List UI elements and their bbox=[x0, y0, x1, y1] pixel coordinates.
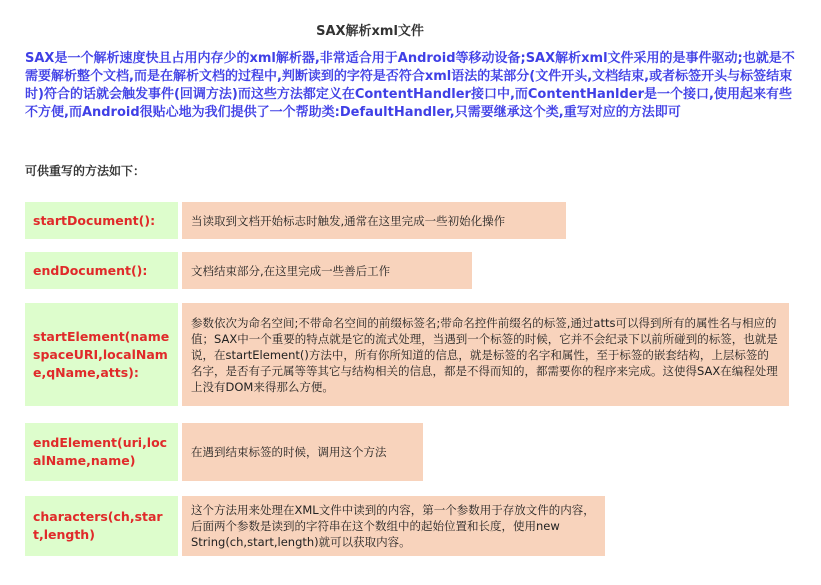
method-name: endElement(uri,localName,name) bbox=[25, 423, 178, 481]
method-row-end-element bbox=[25, 423, 423, 481]
method-row-start-element bbox=[25, 303, 789, 406]
method-name: characters(ch,start,length) bbox=[25, 496, 178, 556]
method-row-characters bbox=[25, 496, 605, 556]
method-description: 这个方法用来处理在XML文件中读到的内容，第一个参数用于存放文件的内容，后面两个参数是读到的字符串在这个数组中的起始位置和长度，使用new String(ch,start,length)就可以获取内容。 bbox=[182, 496, 605, 556]
method-name: endDocument(): bbox=[25, 252, 178, 289]
method-description: 参数依次为命名空间;不带命名空间的前缀标签名;带命名控件前缀名的标签,通过atts可以得到所有的属性名与相应的值；SAX中一个重要的特点就是它的流式处理，当遇到一个标签的时候，它并不会纪录下以前所碰到的标签，也就是说，在startElement()方法中，所有你所知道的信息，就是标签的名字和属性，至于标签的嵌套结构，上层标签的名字，是否有子元属等等其它与结构相关的信息，都是不得而知的，都需要你的程序来完成。这使得SAX在编程处理上没有DOM来得那么方便。 bbox=[182, 303, 789, 406]
method-name: startElement(namespaceURI,localName,qName,atts): bbox=[25, 303, 178, 406]
method-description: 当读取到文档开始标志时触发,通常在这里完成一些初始化操作 bbox=[182, 202, 566, 239]
method-name: startDocument(): bbox=[25, 202, 178, 239]
methods-subheading: 可供重写的方法如下： bbox=[25, 164, 146, 178]
intro-paragraph: SAX是一个解析速度快且占用内存少的xml解析器,非常适合用于Android等移动设备;SAX解析xml文件采用的是事件驱动;也就是不需要解析整个文档,而是在解析文档的过程中,判断读到的字符是否符合xml语法的某部分(文件开头,文档结束,或者标签开头与标签结束时)符合的话就会触发事件(回调方法)而这些方法都定义在ContentHandler接口中,而ContentHanlder是一个接口,使用起来有些不方便,而Android很贴心地为我们提供了一个帮助类:DefaultHandler,只需要继承这个类,重写对应的方法即可 bbox=[25, 51, 795, 120]
method-description: 文档结束部分,在这里完成一些善后工作 bbox=[182, 252, 472, 289]
method-row-start-document bbox=[25, 202, 566, 239]
page-title: SAX解析xml文件 bbox=[316, 24, 424, 39]
method-row-end-document bbox=[25, 252, 472, 289]
method-description: 在遇到结束标签的时候，调用这个方法 bbox=[182, 423, 423, 481]
